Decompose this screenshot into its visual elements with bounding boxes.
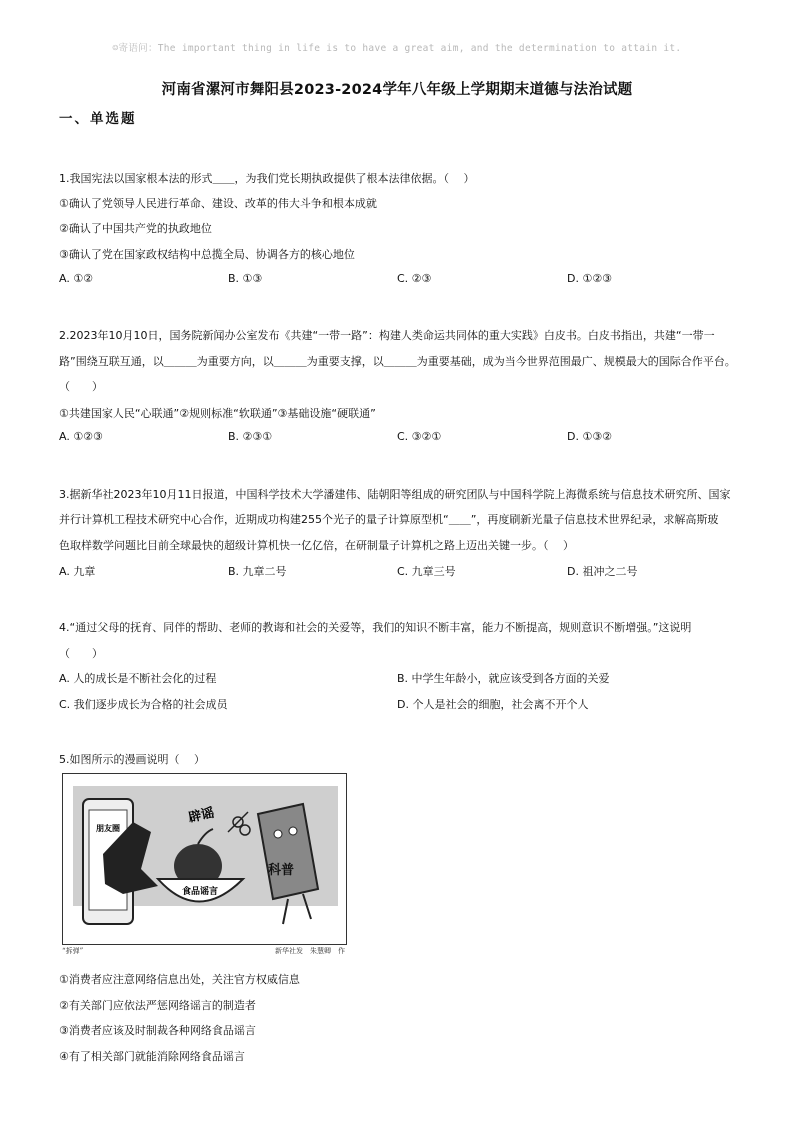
q2-stem-line-1: 2.2023年10月10日，国务院新闻办公室发布《共建“一带一路”：构建人类命运共同体的重大实践》白皮书。白皮书指出，共建“一带一 xyxy=(59,329,715,342)
q1-option-b[interactable]: B. ①③ xyxy=(228,272,263,285)
page-title: 河南省漯河市舞阳县2023-2024学年八年级上学期期末道德与法治试题 xyxy=(161,82,633,98)
q3-option-a[interactable]: A. 九章 xyxy=(59,565,96,578)
q3-stem-line-1: 3.据新华社2023年10月11日报道，中国科学技术大学潘建伟、陆朝阳等组成的研究团队与中国科学院上海微系统与信息技术研究所、国家 xyxy=(59,488,731,501)
q5-stem: 5.如图所示的漫画说明（ ） xyxy=(59,753,205,766)
q4-stem-line-2: （ ） xyxy=(59,647,103,660)
q5-statement-2: ②有关部门应依法严惩网络谣言的制造者 xyxy=(59,999,256,1012)
q4-option-c[interactable]: C. 我们逐步成长为合格的社会成员 xyxy=(59,698,228,711)
q1-statement-2: ②确认了中国共产党的执政地位 xyxy=(59,222,212,235)
q5-statement-1: ①消费者应注意网络信息出处，关注官方权威信息 xyxy=(59,973,300,986)
q2-statements: ①共建国家人民“心联通”②规则标准“软联通”③基础设施“硬联通” xyxy=(59,407,376,420)
q3-stem-line-3: 色取样数学问题比目前全球最快的超级计算机快一亿亿倍，在研制量子计算机之路上迈出关键一步。（ ） xyxy=(59,539,574,552)
q1-option-c[interactable]: C. ②③ xyxy=(397,272,432,285)
cartoon-caption-right: 新华社发 朱慧卿 作 xyxy=(275,947,345,955)
cartoon-drawing xyxy=(63,774,346,944)
cartoon-caption-left: “拆弹” xyxy=(62,947,84,955)
q4-option-a[interactable]: A. 人的成长是不断社会化的过程 xyxy=(59,672,217,685)
q3-option-c[interactable]: C. 九章三号 xyxy=(397,565,456,578)
phone-label: 朋友圈 xyxy=(96,824,120,833)
cartoon-image xyxy=(62,773,347,945)
rumor-label: 辟谣 xyxy=(187,805,216,826)
q4-stem-line-1: 4.“通过父母的抚育、同伴的帮助、老师的教诲和社会的关爱等，我们的知识不断丰富，能力不断提高，规则意识不断增强。”这说明 xyxy=(59,621,692,634)
q1-stem: 1.我国宪法以国家根本法的形式＿＿，为我们党长期执政提供了根本法律依据。（ ） xyxy=(59,172,475,185)
q5-statement-3: ③消费者应该及时制裁各种网络食品谣言 xyxy=(59,1024,256,1037)
q5-statement-4: ④有了相关部门就能消除网络食品谣言 xyxy=(59,1050,245,1063)
q4-option-d[interactable]: D. 个人是社会的细胞，社会离不开个人 xyxy=(397,698,589,711)
motto-header: ☺寄语问：The important thing in life is to have a great aim, and the determination to attain it. xyxy=(112,43,682,54)
q2-stem-line-2: 路”围绕互联互通，以＿＿＿为重要方向，以＿＿＿为重要支撑，以＿＿＿为重要基础，成为当今世界范围最广、规模最大的国际合作平台。 xyxy=(59,355,736,368)
q1-option-a[interactable]: A. ①② xyxy=(59,272,94,285)
q4-option-b[interactable]: B. 中学生年龄小，就应该受到各方面的关爱 xyxy=(397,672,610,685)
q1-statement-1: ①确认了党领导人民进行革命、建设、改革的伟大斗争和根本成就 xyxy=(59,197,377,210)
q2-option-d[interactable]: D. ①③② xyxy=(567,430,613,443)
q3-stem-line-2: 并行计算机工程技术研究中心合作，近期成功构建255个光子的量子计算原型机“＿＿”，再度刷新光量子信息技术世界纪录，求解高斯玻 xyxy=(59,513,719,526)
q2-option-b[interactable]: B. ②③① xyxy=(228,430,273,443)
q3-option-d[interactable]: D. 祖冲之二号 xyxy=(567,565,638,578)
food-label: 食品谣言 xyxy=(181,887,219,897)
q1-statement-3: ③确认了党在国家政权结构中总揽全局、协调各方的核心地位 xyxy=(59,248,355,261)
q2-option-a[interactable]: A. ①②③ xyxy=(59,430,103,443)
section-heading: 一、单选题 xyxy=(59,111,137,127)
book-label: 科普 xyxy=(268,863,295,878)
q1-option-d[interactable]: D. ①②③ xyxy=(567,272,613,285)
q3-option-b[interactable]: B. 九章二号 xyxy=(228,565,287,578)
q2-stem-line-3: （ ） xyxy=(59,380,103,393)
q2-option-c[interactable]: C. ③②① xyxy=(397,430,442,443)
